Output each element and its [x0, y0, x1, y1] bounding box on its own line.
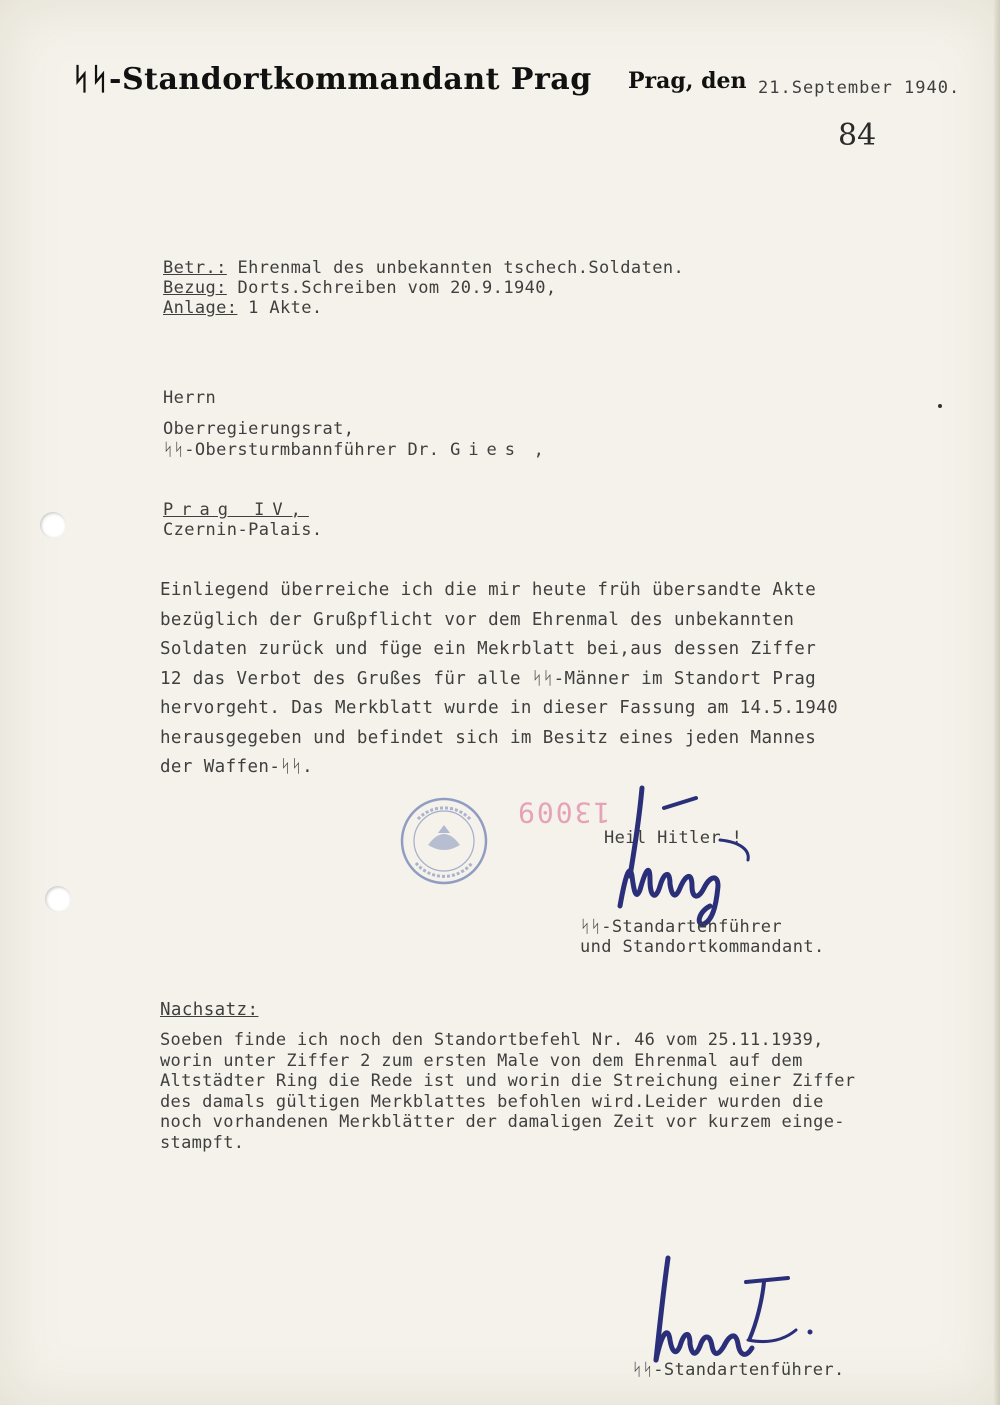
signature-main: [600, 780, 790, 930]
signature-postscript: [638, 1252, 818, 1372]
punch-hole-bottom: [45, 886, 71, 912]
paper-speck: [938, 404, 942, 408]
betr-text: Ehrenmal des unbekannten tschech.Soldaten.: [226, 258, 685, 278]
body-paragraph: Einliegend überreiche ich die mir heute früh übersandte Akte bezüglich der Grußpflicht vor dem Ehrenmal des unbekannten Soldaten zurück und füge ein Mekrblatt bei,aus dessen Ziffer 12 das Verbot des Grußes für alle ᛋᛋ-Männer im Standort Prag hervorgeht. Das Merkblatt wurde in dieser Fassung am 14.5.1940 herausgegeben und befindet sich im Besitz eines jeden Mannes der Waffen-ᛋᛋ.: [160, 580, 839, 777]
register-number-stamp: 13009: [516, 796, 611, 829]
letter-date: 21.September 1940.: [758, 78, 961, 98]
closing-title2: und Standortkommandant.: [580, 937, 825, 957]
bezug-label: Bezug:: [163, 278, 227, 298]
address-comma: ,: [523, 440, 545, 460]
reference-anlage: [163, 298, 323, 318]
reference-bezug: [163, 278, 557, 298]
closing-greeting: Heil Hitler !: [604, 828, 743, 848]
folio-number: 84: [838, 118, 877, 153]
anlage-text: 1 Akte.: [237, 298, 323, 318]
punch-hole-top: [40, 512, 66, 538]
office-stamp: [398, 795, 490, 887]
address-building: Czernin-Palais.: [163, 520, 323, 540]
anlage-label: Anlage:: [163, 298, 238, 318]
page-edge: [994, 0, 1000, 1405]
letterhead-title: ᛋᛋ-Standortkommandant Prag: [72, 62, 592, 97]
reference-betr: [163, 258, 684, 278]
address-line1: Oberregierungsrat,: [163, 419, 355, 439]
postscript-signature-title: ᛋᛋ-Standartenführer.: [632, 1360, 845, 1380]
address-city: [163, 500, 309, 520]
postscript-text: Soeben finde ich noch den Standortbefehl Nr. 46 vom 25.11.1939, worin unter Ziffer 2 zum ersten Male von dem Ehrenmal auf dem Altstädter Ring die Rede ist und worin die Streichung einer Ziffer des damals gültigen Merkblattes befohlen wird.Leider wurden die noch vorhandenen Merkblätter der damaligen Zeit vor kurzem einge- stampft.: [160, 1030, 856, 1153]
address-salutation: Herrn: [163, 388, 217, 408]
address-line2: [163, 440, 544, 460]
address-rank: ᛋᛋ-Obersturmbannführer Dr.: [163, 440, 440, 460]
bezug-text: Dorts.Schreiben vom 20.9.1940,: [226, 278, 557, 298]
address-city-text: Prag IV,: [163, 500, 309, 520]
betr-label: Betr.:: [163, 258, 227, 278]
postscript-heading: Nachsatz:: [160, 1000, 259, 1020]
letterhead-place: Prag, den: [628, 68, 747, 94]
address-name: Gies: [450, 440, 524, 460]
closing-title1: ᛋᛋ-Standartenführer: [580, 917, 782, 937]
